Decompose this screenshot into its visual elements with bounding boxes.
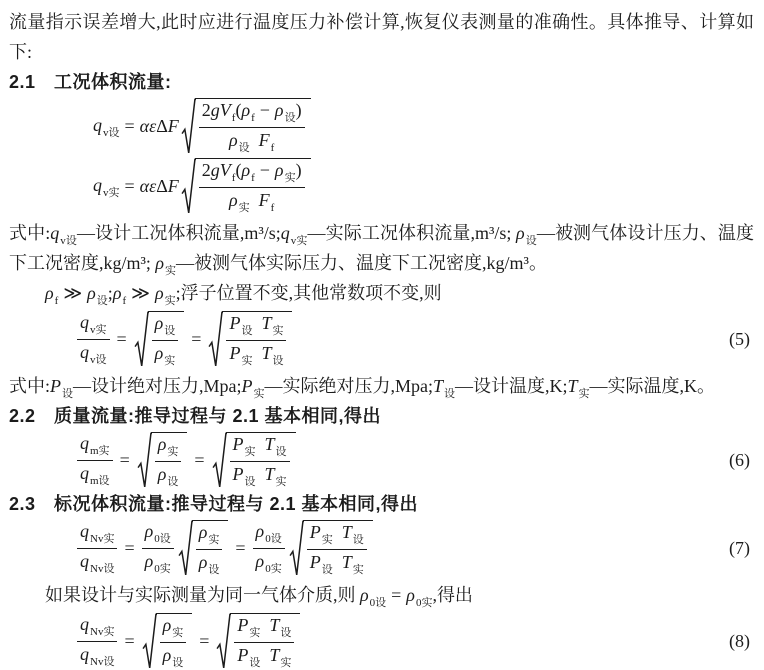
math-denominator [77, 549, 117, 576]
math-subscript: 设 [444, 388, 456, 400]
math-subscript: 实 [284, 172, 296, 184]
math-subscript: f [54, 295, 59, 307]
section-heading-2-2: 2.2 质量流量:推导过程与 2.1 基本相同,得出 [9, 406, 382, 426]
where-clause-volume-flow [9, 218, 754, 278]
equation-qv-actual [9, 158, 754, 215]
math-token: $q_{Nv实}$ [80, 614, 115, 638]
math-subscript: f [270, 202, 275, 214]
math-subscript: 设 [275, 446, 287, 458]
math-token: Δ [156, 116, 168, 136]
math-token: = [194, 450, 205, 470]
math-subscript: Nv实 [90, 533, 115, 545]
math-token: $P_设$ [232, 464, 256, 488]
math-token: $\rho_f$ [241, 160, 255, 184]
equation-8 [9, 613, 754, 670]
math-token: $\rho_设$ [229, 130, 250, 154]
math-denominator [226, 341, 286, 368]
math-token: $\rho_{0实}$ [255, 551, 282, 575]
math-token: $T_实$ [567, 376, 590, 400]
math-subscript: f [122, 295, 127, 307]
math-token: $P_实$ [229, 343, 253, 367]
math-token: ; [107, 283, 113, 303]
math-token: ,得出 [432, 585, 473, 605]
math-denominator [253, 549, 285, 576]
math-expression [75, 432, 298, 489]
math-token: $T_设$ [261, 343, 284, 367]
math-numerator [152, 313, 179, 341]
math-subscript: 实 [280, 657, 292, 669]
where-clause-pressure-temperature [9, 371, 754, 401]
math-sqrt-body [151, 432, 188, 489]
math-sqrt [208, 311, 292, 368]
math-subscript: v实 [290, 235, 308, 247]
math-token: g [210, 100, 220, 120]
math-token: —设计绝对压力,Mpa; [73, 376, 242, 396]
math-expression [75, 311, 294, 368]
math-fraction [77, 312, 110, 367]
math-token: —设计工况体积流量,m³/s; [76, 223, 281, 243]
math-subscript: 设 [172, 657, 184, 669]
math-expression [75, 613, 302, 670]
math-token: $T_设$ [341, 522, 364, 546]
math-token: $\rho_实$ [155, 253, 177, 277]
math-fraction [155, 434, 182, 489]
math-denominator [77, 461, 113, 488]
math-subscript: 实 [321, 534, 333, 546]
math-token: $\rho_实$ [154, 283, 176, 307]
math-token: Δ [156, 176, 168, 196]
math-subscript: 0设 [154, 533, 171, 545]
math-denominator [152, 341, 179, 368]
math-token: $P_设$ [237, 645, 261, 669]
math-subscript: 设 [352, 534, 364, 546]
math-expression [93, 98, 313, 155]
math-fraction [77, 433, 113, 488]
radical-icon [212, 432, 227, 489]
math-fraction [307, 522, 367, 577]
math-token: αε [139, 176, 157, 196]
math-fraction [152, 313, 179, 368]
math-numerator [199, 160, 305, 188]
math-subscript: v设 [90, 354, 107, 366]
math-fraction [77, 614, 117, 669]
radical-icon [216, 613, 231, 670]
math-subscript: 设 [525, 235, 537, 247]
radical-icon [181, 158, 196, 215]
math-subscript: 设 [249, 657, 261, 669]
radical-icon [178, 520, 193, 577]
math-subscript: 实 [165, 265, 177, 277]
math-subscript: f [231, 172, 236, 184]
math-token: $\rho_实$ [154, 343, 176, 367]
math-subscript: v实 [103, 186, 120, 199]
math-subscript: f [251, 172, 255, 184]
equation-6 [9, 432, 754, 489]
radical-icon [208, 311, 223, 368]
math-subscript: 设 [238, 142, 250, 154]
math-token: − [259, 100, 270, 120]
math-fraction [226, 313, 286, 368]
math-token: − [259, 160, 270, 180]
math-token: 如果设计与实际测量为同一气体介质,则 [45, 585, 360, 605]
math-token: = [235, 538, 246, 558]
math-token: ) [295, 160, 302, 180]
math-token: $T_实$ [269, 645, 292, 669]
math-numerator [142, 521, 174, 549]
math-token: $T_设$ [269, 615, 292, 639]
math-denominator [160, 643, 187, 670]
math-token: ( [235, 100, 242, 120]
math-numerator [77, 521, 117, 549]
math-subscript: v设 [103, 126, 120, 139]
math-subscript: f [251, 112, 255, 124]
math-token: ≫ [131, 283, 150, 303]
math-denominator [77, 642, 117, 669]
math-token: $q_{Nv实}$ [80, 521, 115, 545]
math-fraction [234, 615, 294, 670]
math-subscript: 实 [238, 202, 250, 214]
math-subscript: 0实 [415, 597, 433, 609]
math-token: $q_{v设}$ [80, 342, 107, 366]
math-token: $\rho_f$ [112, 283, 127, 307]
math-token: —实际绝对压力,Mpa; [264, 376, 434, 396]
math-fraction [230, 434, 290, 489]
math-subscript: 设 [241, 325, 253, 337]
math-subscript: v实 [90, 324, 107, 336]
math-token: —被测气体设计压力、温度下工况密度,kg/m³; [9, 223, 755, 273]
math-token: = [199, 631, 210, 651]
math-denominator [226, 188, 277, 215]
equation-qv-design [9, 98, 754, 155]
math-fraction [199, 160, 305, 215]
math-token: 式中: [9, 376, 51, 396]
math-subscript: 设 [284, 112, 296, 124]
math-token: $q_{m实}$ [80, 433, 110, 457]
math-numerator [253, 521, 285, 549]
math-sqrt-body [192, 520, 229, 577]
math-token: $\rho_实$ [162, 615, 184, 639]
math-token: $\rho_{0实}$ [406, 585, 433, 609]
math-sqrt [181, 158, 311, 215]
math-token: —实际工况体积流量,m³/s; [307, 223, 516, 243]
math-token: ) [295, 100, 302, 120]
equation-number-8: (8) [729, 631, 750, 651]
math-token: $V_f$ [219, 160, 236, 184]
math-subscript: 实 [244, 446, 256, 458]
math-subscript: Nv设 [90, 656, 115, 668]
math-subscript: 设 [96, 295, 108, 307]
equation-7 [9, 520, 754, 577]
math-token: $T_设$ [433, 376, 456, 400]
math-numerator [155, 434, 182, 462]
math-token: = [391, 585, 402, 605]
math-subscript: 设 [272, 355, 284, 367]
math-subscript: 实 [164, 295, 176, 307]
math-token: F [167, 116, 179, 136]
math-fraction [196, 522, 223, 577]
math-subscript: f [231, 112, 236, 124]
math-fraction [77, 521, 117, 576]
math-sqrt [289, 520, 373, 577]
math-sqrt [212, 432, 296, 489]
math-sqrt-body [195, 158, 311, 215]
math-token: $\rho_{0实}$ [144, 551, 171, 575]
equation-number-7: (7) [729, 538, 750, 558]
math-subscript: 实 [208, 534, 220, 546]
math-token: $P_实$ [232, 434, 256, 458]
math-subscript: 实 [352, 564, 364, 576]
math-token: $P_实$ [241, 376, 265, 400]
equation-number-5: (5) [729, 329, 750, 349]
math-subscript: m实 [90, 445, 110, 457]
math-token: —被测气体实际压力、温度下工况密度,kg/m³。 [176, 253, 547, 273]
section-heading-2-1: 2.1 工况体积流量: [9, 72, 172, 92]
math-token: $\rho_实$ [229, 190, 250, 214]
math-subscript: Nv实 [90, 626, 115, 638]
math-subscript: 实 [167, 446, 179, 458]
math-sqrt-body [230, 613, 300, 670]
math-token: 式中: [9, 223, 51, 243]
math-expression [93, 158, 313, 215]
math-token: $\rho_{0设}$ [360, 585, 387, 609]
math-token: $\rho_实$ [274, 160, 296, 184]
radical-icon [137, 432, 152, 489]
math-fraction [253, 521, 285, 576]
math-token: = [124, 538, 135, 558]
same-gas-medium-paragraph [9, 580, 754, 610]
math-token: $T_设$ [264, 434, 287, 458]
math-subscript: 设 [62, 388, 74, 400]
math-token: $F_f$ [258, 190, 275, 214]
math-subscript: 0实 [154, 563, 171, 575]
math-denominator [155, 462, 182, 489]
math-token: $T_实$ [264, 464, 287, 488]
math-sqrt [216, 613, 300, 670]
math-token: $\rho_设$ [157, 464, 179, 488]
math-token: ≫ [63, 283, 83, 303]
math-token: $\rho_实$ [157, 434, 179, 458]
math-token: = [116, 329, 127, 349]
math-token: F [167, 176, 179, 196]
math-numerator [199, 100, 305, 128]
rho-condition-paragraph [9, 278, 754, 308]
math-subscript: 设 [208, 564, 220, 576]
math-token: $\rho_{0设}$ [144, 521, 171, 545]
math-subscript: 0设 [265, 533, 282, 545]
math-sqrt [137, 432, 188, 489]
math-token: $F_f$ [258, 130, 275, 154]
math-token: $\rho_实$ [198, 522, 220, 546]
math-token: —设计温度,K; [455, 376, 568, 396]
math-token: $P_设$ [309, 552, 333, 576]
radical-icon [134, 311, 149, 368]
math-sqrt [178, 520, 229, 577]
math-subscript: 0实 [265, 563, 282, 575]
math-subscript: 实 [253, 388, 265, 400]
math-token: ;浮子位置不变,其他常数项不变,则 [175, 283, 442, 303]
math-token: = [119, 450, 130, 470]
math-subscript: v设 [60, 235, 77, 247]
math-token: $T_实$ [341, 552, 364, 576]
math-token: $q_{v实}$ [93, 174, 120, 199]
math-token: = [124, 116, 135, 136]
math-numerator [160, 615, 187, 643]
math-subscript: 设 [280, 627, 292, 639]
math-token: αε [139, 116, 157, 136]
math-subscript: 实 [578, 388, 590, 400]
math-token: 2 [201, 160, 211, 180]
math-expression [75, 520, 375, 577]
math-token: $\rho_设$ [198, 552, 220, 576]
math-token: $\rho_设$ [87, 283, 108, 307]
math-subscript: f [270, 142, 275, 154]
math-numerator [77, 312, 110, 340]
math-token: $q_{v设}$ [93, 114, 120, 139]
math-numerator [307, 522, 367, 550]
math-sqrt-body [303, 520, 373, 577]
radical-icon [181, 98, 196, 155]
math-token: $P_实$ [309, 522, 333, 546]
math-sqrt [142, 613, 193, 670]
math-token: $q_{v实}$ [80, 312, 107, 336]
math-token: = [124, 176, 135, 196]
math-subscript: 实 [275, 476, 287, 488]
math-fraction [199, 100, 305, 155]
math-sqrt-body [148, 311, 185, 368]
math-fraction [142, 521, 174, 576]
math-numerator [230, 434, 290, 462]
math-sqrt-body [156, 613, 193, 670]
math-subscript: Nv设 [90, 563, 115, 575]
math-sqrt [134, 311, 185, 368]
math-token: $\rho_设$ [515, 223, 537, 247]
math-token: $T_实$ [261, 313, 284, 337]
intro-paragraph: 流量指示误差增大,此时应进行温度压力补偿计算,恢复仪表测量的准确性。具体推导、计算如下: [9, 12, 754, 62]
math-subscript: 实 [241, 355, 253, 367]
math-token: $\rho_f$ [45, 283, 59, 307]
math-subscript: 0设 [369, 597, 387, 609]
math-token: $\rho_设$ [154, 313, 176, 337]
math-token: $q_{m设}$ [80, 463, 110, 487]
math-sqrt-body [226, 432, 296, 489]
math-sqrt [181, 98, 311, 155]
math-denominator [230, 462, 290, 489]
math-sqrt-body [195, 98, 311, 155]
math-token: 2 [201, 100, 211, 120]
math-numerator [234, 615, 294, 643]
math-token: $q_{Nv设}$ [80, 644, 115, 668]
math-token: $\rho_设$ [162, 645, 184, 669]
math-subscript: 设 [167, 476, 179, 488]
math-token: $q_{v实}$ [280, 223, 308, 247]
math-token: $P_设$ [50, 376, 74, 400]
math-denominator [226, 128, 277, 155]
math-token: = [124, 631, 135, 651]
equation-5 [9, 311, 754, 368]
math-denominator [234, 643, 294, 670]
math-token: $P_设$ [229, 313, 253, 337]
math-token: g [210, 160, 220, 180]
radical-icon [289, 520, 304, 577]
math-token: —实际温度,K。 [589, 376, 716, 396]
math-subscript: 实 [272, 325, 284, 337]
math-token: = [191, 329, 202, 349]
math-token: $\rho_f$ [241, 100, 255, 124]
math-subscript: 设 [321, 564, 333, 576]
math-numerator [196, 522, 223, 550]
math-token: ( [235, 160, 242, 180]
math-token: $q_{v设}$ [50, 223, 77, 247]
math-token: $\rho_{0设}$ [255, 521, 282, 545]
math-subscript: 实 [249, 627, 261, 639]
equation-number-6: (6) [729, 450, 750, 470]
math-denominator [77, 340, 110, 367]
math-fraction [160, 615, 187, 670]
math-subscript: 设 [164, 325, 176, 337]
math-denominator [142, 549, 174, 576]
math-subscript: 实 [172, 627, 184, 639]
math-numerator [77, 614, 117, 642]
radical-icon [142, 613, 157, 670]
section-heading-2-3: 2.3 标况体积流量:推导过程与 2.1 基本相同,得出 [9, 494, 419, 514]
math-subscript: m设 [90, 475, 110, 487]
math-token: $V_f$ [219, 100, 236, 124]
math-numerator [77, 433, 113, 461]
math-token: $P_实$ [237, 615, 261, 639]
math-subscript: 实 [164, 355, 176, 367]
math-sqrt-body [222, 311, 292, 368]
math-denominator [196, 550, 223, 577]
math-token: $q_{Nv设}$ [80, 551, 115, 575]
math-subscript: 设 [244, 476, 256, 488]
math-denominator [307, 550, 367, 577]
math-token: $\rho_设$ [274, 100, 296, 124]
math-numerator [226, 313, 286, 341]
